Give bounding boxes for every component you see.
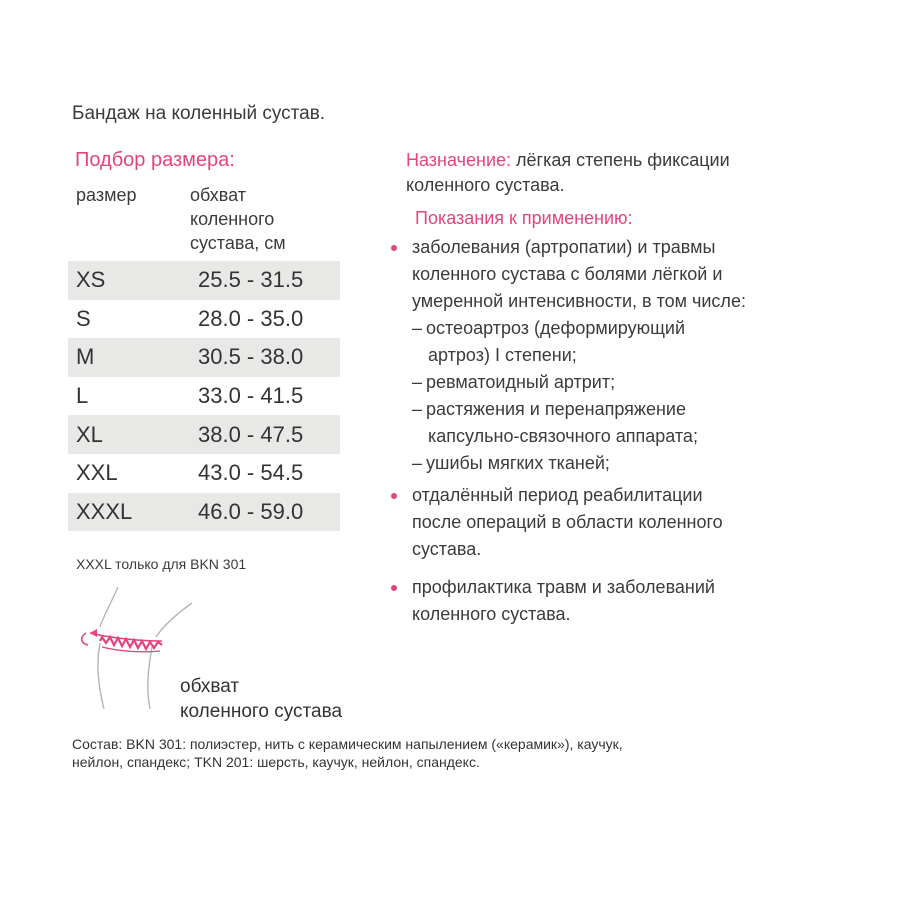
sub-list bbox=[412, 315, 858, 477]
range-cell: 28.0 - 35.0 bbox=[198, 305, 304, 331]
purpose-text: лёгкая степень фиксации bbox=[516, 150, 730, 170]
indication-line: коленного сустава. bbox=[412, 604, 571, 624]
sub-line: остеоартроз (деформирующий bbox=[426, 318, 686, 338]
sub-line: ревматоидный артрит; bbox=[426, 372, 616, 392]
size-cell: XXXL bbox=[76, 498, 133, 524]
sub-list-item bbox=[412, 450, 858, 477]
diagram-label-line: коленного сустава bbox=[180, 701, 343, 722]
indication-line: профилактика травм и заболеваний bbox=[412, 577, 715, 597]
size-cell: M bbox=[76, 344, 95, 370]
indication-line: заболевания (артропатии) и травмы bbox=[412, 237, 716, 257]
diagram-label-line: обхват bbox=[180, 676, 240, 697]
size-guide-heading: Подбор размера: bbox=[75, 149, 235, 171]
range-cell: 46.0 - 59.0 bbox=[198, 498, 304, 524]
sub-line-continued: артроз) I степени; bbox=[428, 345, 577, 365]
size-cell: L bbox=[76, 383, 89, 409]
bullet-icon bbox=[391, 245, 397, 251]
purpose-label: Назначение: bbox=[406, 150, 512, 170]
range-cell: 30.5 - 38.0 bbox=[198, 344, 304, 370]
bullet-icon bbox=[391, 493, 397, 499]
purpose-text-continued: коленного сустава. bbox=[406, 175, 565, 195]
purpose-block bbox=[406, 148, 846, 198]
list-item bbox=[388, 234, 858, 477]
size-cell: XS bbox=[76, 267, 106, 293]
sub-line: растяжения и перенапряжение bbox=[426, 399, 686, 419]
size-table bbox=[68, 261, 340, 531]
indication-line: после операций в области коленного bbox=[412, 512, 723, 532]
table-row bbox=[68, 261, 340, 300]
sub-line-continued: капсульно-связочного аппарата; bbox=[428, 426, 698, 446]
list-item bbox=[388, 482, 858, 563]
dash-icon: – bbox=[412, 399, 423, 419]
sub-line: ушибы мягких тканей; bbox=[426, 453, 610, 473]
indications-heading: Показания к применению: bbox=[415, 208, 633, 228]
list-item bbox=[388, 574, 858, 628]
column-header-girth: обхват коленного сустава, см bbox=[190, 185, 286, 253]
size-note: XXXL только для BKN 301 bbox=[76, 556, 247, 572]
indication-line: сустава. bbox=[412, 539, 482, 559]
diagram-label bbox=[180, 674, 342, 724]
indications-list bbox=[388, 234, 858, 628]
table-row bbox=[68, 493, 340, 532]
indication-line: умеренной интенсивности, в том числе: bbox=[412, 291, 746, 311]
page-title: Бандаж на коленный сустав. bbox=[72, 103, 326, 124]
indication-line: коленного сустава с болями лёгкой и bbox=[412, 264, 723, 284]
size-cell: XL bbox=[76, 421, 103, 447]
size-cell: S bbox=[76, 305, 91, 331]
column-header-size: размер bbox=[76, 185, 137, 205]
indication-line: отдалённый период реабилитации bbox=[412, 485, 703, 505]
range-cell: 33.0 - 41.5 bbox=[198, 383, 304, 409]
dash-icon: – bbox=[412, 372, 423, 392]
sub-list-item bbox=[412, 315, 858, 369]
composition-line: нейлон, спандекс; TKN 201: шерсть, каучук, нейлон, спандекс. bbox=[72, 754, 480, 770]
composition-text bbox=[72, 735, 842, 771]
table-row bbox=[68, 300, 340, 339]
table-row bbox=[68, 454, 340, 493]
range-cell: 38.0 - 47.5 bbox=[198, 421, 304, 447]
dash-icon: – bbox=[412, 453, 423, 473]
size-cell: XXL bbox=[76, 460, 118, 486]
sub-list-item bbox=[412, 396, 858, 450]
table-row bbox=[68, 415, 340, 454]
table-row bbox=[68, 377, 340, 416]
bullet-icon bbox=[391, 585, 397, 591]
sub-list-item bbox=[412, 369, 858, 396]
range-cell: 43.0 - 54.5 bbox=[198, 460, 304, 486]
dash-icon: – bbox=[412, 318, 423, 338]
table-row bbox=[68, 338, 340, 377]
range-cell: 25.5 - 31.5 bbox=[198, 267, 304, 293]
composition-line: Состав: BKN 301: полиэстер, нить с керамическим напылением («керамик»), каучук, bbox=[72, 736, 623, 752]
